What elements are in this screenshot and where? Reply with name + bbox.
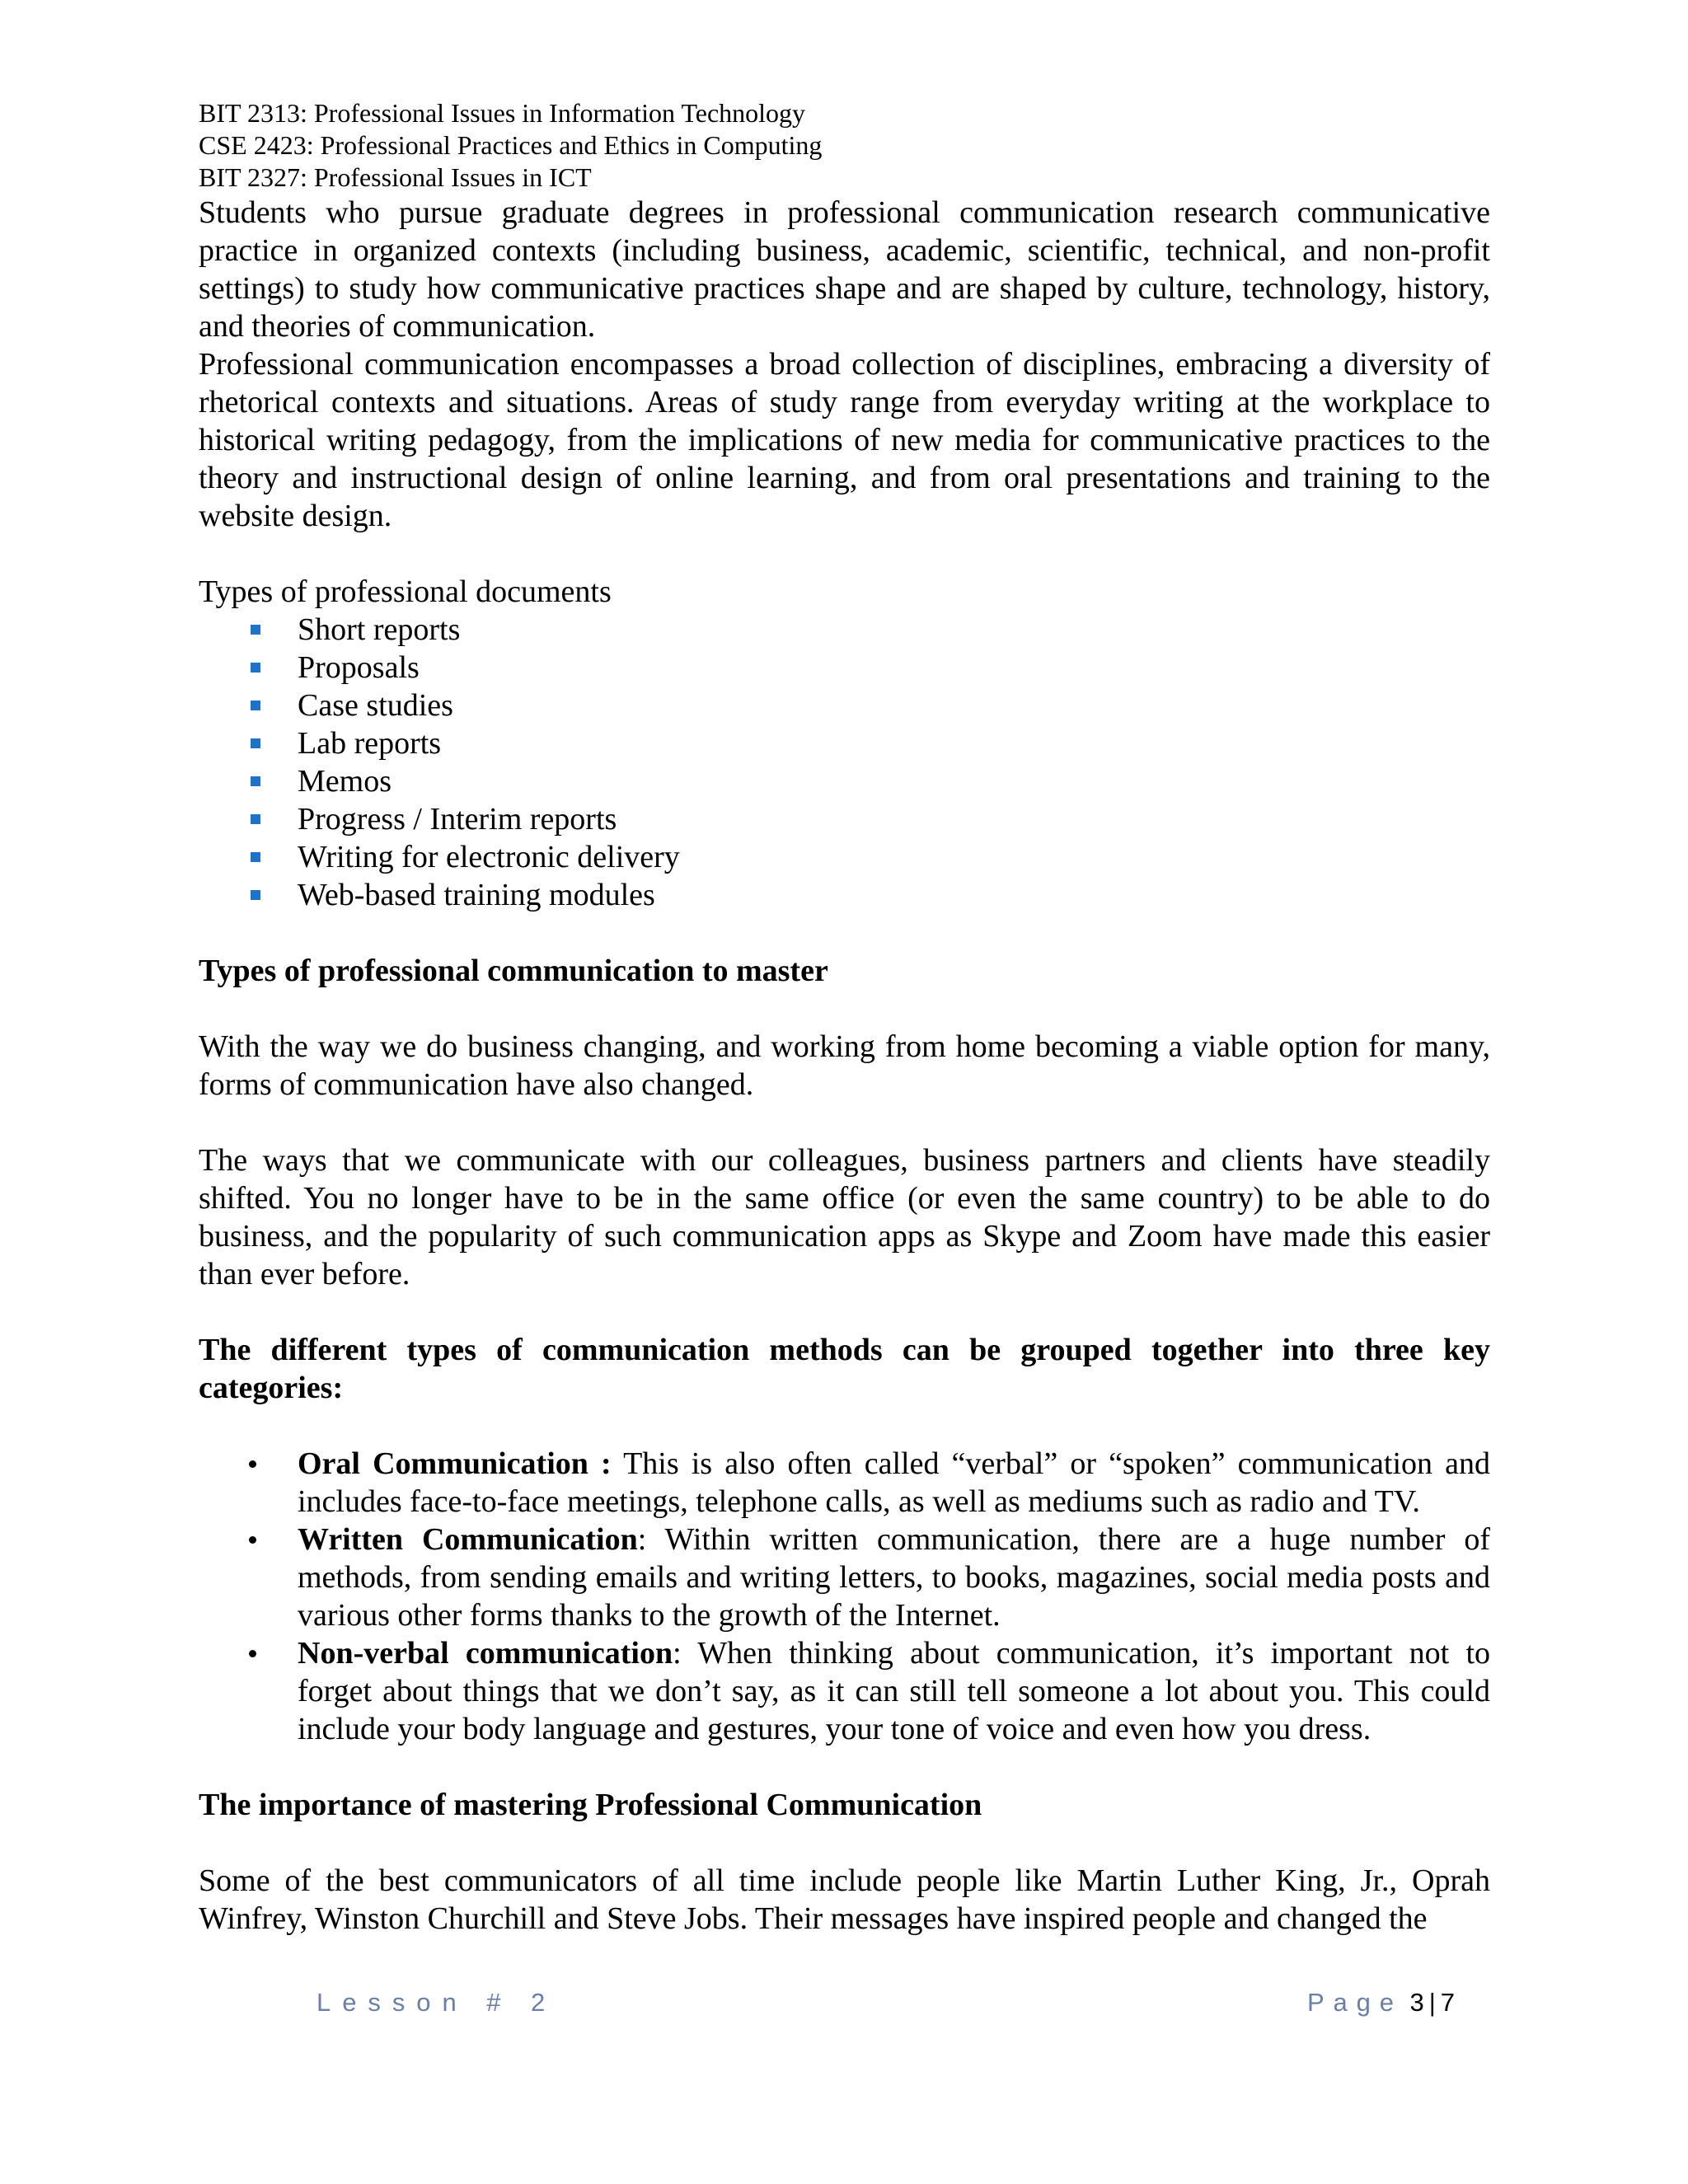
category-description: : When thinking about communication, it’s important not to forget about things that we don’t say, as it can still tell someone a lot about you. This could include your body language and gestures, your tone of voice and even how you dress. — [298, 1636, 1490, 1746]
footer-page-total: 7 — [1440, 1988, 1455, 2017]
category-term: Non-verbal communication — [298, 1636, 673, 1671]
square-bullet-icon — [251, 852, 260, 862]
bullet-dot-icon — [249, 1460, 256, 1468]
footer-page-current: 3 — [1409, 1988, 1424, 2017]
section1-paragraph-2: The ways that we communicate with our colleagues, business partners and clients have steadily shifted. You no longer have to be in the same office (or even the same country) to be able to do business, and the popularity of such communication apps as Skype and Zoom have made this easier than ever before. — [199, 1143, 1490, 1291]
course-header — [199, 97, 1490, 194]
list-item — [199, 611, 1490, 649]
list-item — [199, 838, 1490, 876]
section2-paragraph-1: Some of the best communicators of all time include people like Martin Luther King, Jr., Oprah Winfrey, Winston Churchill and Steve Jobs. Their messages have inspired people and changed the — [199, 1863, 1490, 1936]
list-item — [199, 649, 1490, 687]
spacer — [199, 1407, 1490, 1445]
spacer — [199, 535, 1490, 573]
square-bullet-icon — [251, 890, 260, 900]
spacer — [199, 1293, 1490, 1331]
footer-page-number — [1307, 1988, 1455, 2018]
list-item-label: Memos — [298, 764, 392, 799]
intro-paragraph-2: Professional communication encompasses a broad collection of disciplines, embracing a diversity of rhetorical contexts and situations. Areas of study range from everyday writing at the workplace to historical writing pedagogy, from the implications of new media for communicative practices to the theory and instructional design of online learning, and from oral presentations and training to the website design. — [199, 347, 1490, 533]
category-description: : Within written communication, there are a huge number of methods, from sending emails and writing letters, to books, magazines, social media posts and various other forms thanks to the growth of the Internet. — [298, 1522, 1490, 1633]
header-line-1: BIT 2313: Professional Issues in Information Technology — [199, 98, 806, 128]
footer-page-word: Page — [1307, 1988, 1403, 2017]
header-line-2: CSE 2423: Professional Practices and Ethics in Computing — [199, 130, 823, 160]
documents-title: Types of professional documents — [199, 574, 612, 609]
document-page — [199, 97, 1490, 1938]
intro-paragraph-1: Students who pursue graduate degrees in professional communication research communicative practice in organized contexts (including business, academic, scientific, technical, and non-profit settings) to study how communicative practices shape and are shaped by culture, technology, history, and theories of communication. — [199, 195, 1490, 344]
square-bullet-icon — [251, 776, 260, 786]
spacer — [199, 914, 1490, 952]
list-item-label: Proposals — [298, 650, 420, 685]
spacer — [199, 1824, 1490, 1862]
list-item — [199, 687, 1490, 724]
category-term: Oral Communication : — [298, 1446, 612, 1481]
spacer — [199, 990, 1490, 1028]
list-item — [199, 1634, 1490, 1748]
list-item — [199, 1445, 1490, 1521]
square-bullet-icon — [251, 738, 260, 748]
square-bullet-icon — [251, 814, 260, 824]
categories-list — [199, 1445, 1490, 1748]
spacer — [199, 1748, 1490, 1786]
list-item — [199, 1521, 1490, 1634]
list-item — [199, 762, 1490, 800]
square-bullet-icon — [251, 701, 260, 710]
list-item-label: Short reports — [298, 612, 461, 647]
category-term: Written Communication — [298, 1522, 638, 1557]
list-item — [199, 724, 1490, 762]
square-bullet-icon — [251, 663, 260, 673]
footer-page-separator: | — [1428, 1988, 1436, 2017]
spacer — [199, 1104, 1490, 1141]
documents-list — [199, 611, 1490, 914]
list-item-label: Writing for electronic delivery — [298, 840, 680, 874]
list-item — [199, 800, 1490, 838]
bullet-dot-icon — [249, 1650, 256, 1657]
footer-lesson: Lesson # 2 — [316, 1988, 557, 2017]
square-bullet-icon — [251, 625, 260, 635]
list-item — [199, 876, 1490, 914]
header-line-3: BIT 2327: Professional Issues in ICT — [199, 162, 592, 192]
category-description: This is also often called “verbal” or “spoken” communication and includes face-to-face meetings, telephone calls, as well as mediums such as radio and TV. — [298, 1446, 1490, 1519]
list-item-label: Web-based training modules — [298, 878, 655, 912]
section1-paragraph-1: With the way we do business changing, and working from home becoming a viable option for many, forms of communication have also changed. — [199, 1029, 1490, 1102]
list-item-label: Lab reports — [298, 726, 442, 761]
categories-heading: The different types of communication methods can be grouped together into three key categories: — [199, 1333, 1490, 1405]
bullet-dot-icon — [249, 1536, 256, 1544]
list-item-label: Progress / Interim reports — [298, 802, 617, 837]
list-item-label: Case studies — [298, 688, 453, 723]
section-heading-importance: The importance of mastering Professional Communication — [199, 1788, 982, 1822]
section-heading-types: Types of professional communication to master — [199, 954, 828, 988]
